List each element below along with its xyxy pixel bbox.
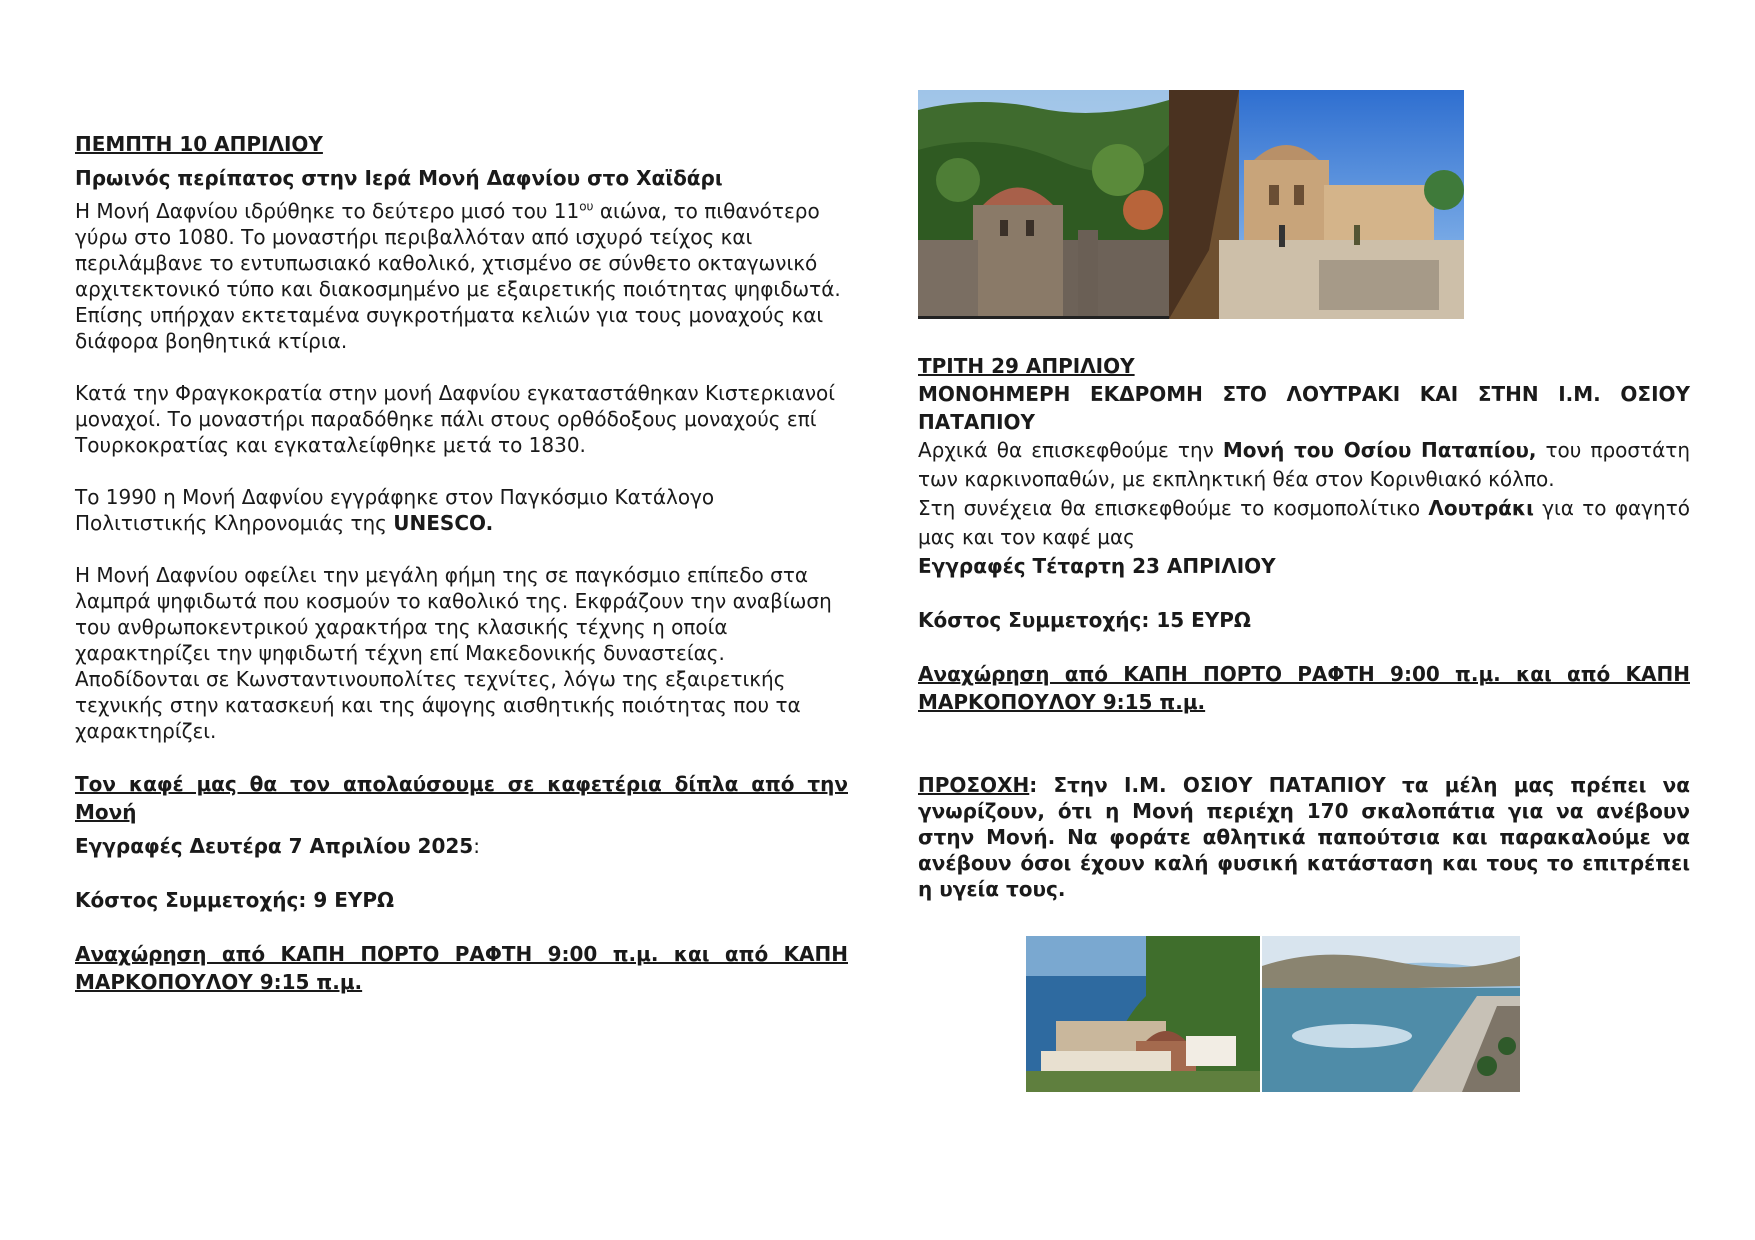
- paragraph-unesco: Το 1990 η Μονή Δαφνίου εγγράφηκε στον Παγκόσμιο Κατάλογο Πολιτιστικής Κληρονομιάς της UNESCO.: [75, 485, 715, 535]
- registration-date: Εγγραφές Δευτέρα 7 Απριλίου 2025:: [75, 834, 480, 858]
- event-date-thursday: ΠΕΜΠΤΗ 10 ΑΠΡΙΛΙΟΥ: [75, 132, 323, 156]
- paragraph-loutraki: Στη συνέχεια θα επισκεφθούμε το κοσμοπολίτικο Λουτράκι για το φαγητό μας και τον καφέ μας: [918, 496, 1690, 549]
- coffee-note: Τον καφέ μας θα τον απολαύσουμε σε καφετέρια δίπλα από την Μονή: [75, 772, 848, 824]
- event-title-loutraki: ΜΟΝΟΗΜΕΡΗ ΕΚΔΡΟΜΗ ΣΤΟ ΛΟΥΤΡΑΚΙ ΚΑΙ ΣΤΗΝ Ι.Μ. ΟΣΙΟΥ ΠΑΤΑΠΙΟΥ: [918, 382, 1690, 434]
- attention-label: ΠΡΟΣΟΧΗ: [918, 773, 1030, 797]
- paragraph-frankish-period: Κατά την Φραγκοκρατία στην μονή Δαφνίου εγκαταστάθηκαν Κιστερκιανοί μοναχοί. Το μοναστήρι παραδόθηκε πάλι στους ορθόδοξους μοναχούς επί Τουρκοκρατίας και εγκαταλείφθηκε μετά το 1830.: [75, 381, 836, 457]
- participation-cost: Κόστος Συμμετοχής: 9 ΕΥΡΩ: [75, 888, 395, 912]
- paragraph-mosaics: Η Μονή Δαφνίου οφείλει την μεγάλη φήμη της σε παγκόσμιο επίπεδο στα λαμπρά ψηφιδωτά που κοσμούν το καθολικό της. Εκφράζουν την αναβίωση του ανθρωποκεντρικού χαρακτήρα της κλασικής τέχνης η οποία χαρακτηρίζει την ψηφιδωτή τέχνη επί Μακεδονικής δυναστείας. Αποδίδονται σε Κωνσταντινουπολίτες τεχνίτες, λόγω της εξαιρετικής τεχνικής στην κατασκευή και της άψογης αισθητικής ποιότητας που τα χαρακτηρίζει.: [75, 563, 832, 743]
- left-column: [75, 130, 848, 996]
- paragraph-patapios: Αρχικά θα επισκεφθούμε την Μονή του Οσίου Παταπίου, του προστάτη των καρκινοπαθών, με εκπληκτική θέα στον Κορινθιακό κόλπο.: [918, 438, 1690, 491]
- event-title-daphni: Πρωινός περίπατος στην Ιερά Μονή Δαφνίου στο Χαϊδάρι: [75, 166, 723, 190]
- participation-cost: Κόστος Συμμετοχής: 15 ΕΥΡΩ: [918, 608, 1251, 632]
- paragraph-history: Η Μονή Δαφνίου ιδρύθηκε το δεύτερο μισό του $11^{o\upsilon}$ αιώνα, το πιθανότερο γύρω στο 1080. Το μοναστήρι περιβαλλόταν από ισχυρό τείχος και περιλάμβανε το εντυπωσιακό καθολικό, χτισμένο σε σύνθετο οκταγωνικό αρχιτεκτονικό τύπο και διακοσμημένο με εξαιρετικής ποιότητας ψηφιδωτά. Επίσης υπήρχαν εκτεταμένα συγκροτήματα κελιών για τους μοναχούς και διάφορα βοηθητικά κτίρια.: [75, 199, 841, 353]
- attention-notice: ΠΡΟΣΟΧΗ: Στην Ι.Μ. ΟΣΙΟΥ ΠΑΤΑΠΙΟΥ τα μέλη μας πρέπει να γνωρίζουν, ότι η Μονή περιέχη 170 σκαλοπάτια για να ανέβουν στην Μονή. Να φοράτε αθλητικά παπούτσια και παρακαλούμε να ανέβουν όσοι έχουν καλή φυσική κατάσταση και τους το επιτρέπει η υγεία τους.: [918, 773, 1690, 901]
- right-column: [918, 352, 1690, 902]
- registration-date: Εγγραφές Τέταρτη 23 ΑΠΡΙΛΙΟΥ: [918, 554, 1276, 578]
- departure-info: Αναχώρηση από ΚΑΠΗ ΠΟΡΤΟ ΡΑΦΤΗ 9:00 π.μ. και από ΚΑΠΗ ΜΑΡΚΟΠΟΥΛΟΥ 9:15 π.μ.: [918, 662, 1690, 714]
- event-date-tuesday: ΤΡΙΤΗ 29 ΑΠΡΙΛΙΟΥ: [918, 354, 1135, 378]
- patapios-monastery-photo: [1026, 936, 1260, 1092]
- daphni-photo-walls: [918, 90, 1169, 319]
- departure-info: Αναχώρηση από ΚΑΠΗ ΠΟΡΤΟ ΡΑΦΤΗ 9:00 π.μ. και από ΚΑΠΗ ΜΑΡΚΟΠΟΥΛΟΥ 9:15 π.μ.: [75, 942, 848, 994]
- daphni-photo-courtyard: [1169, 90, 1464, 319]
- loutraki-beach-photo: [1262, 936, 1520, 1092]
